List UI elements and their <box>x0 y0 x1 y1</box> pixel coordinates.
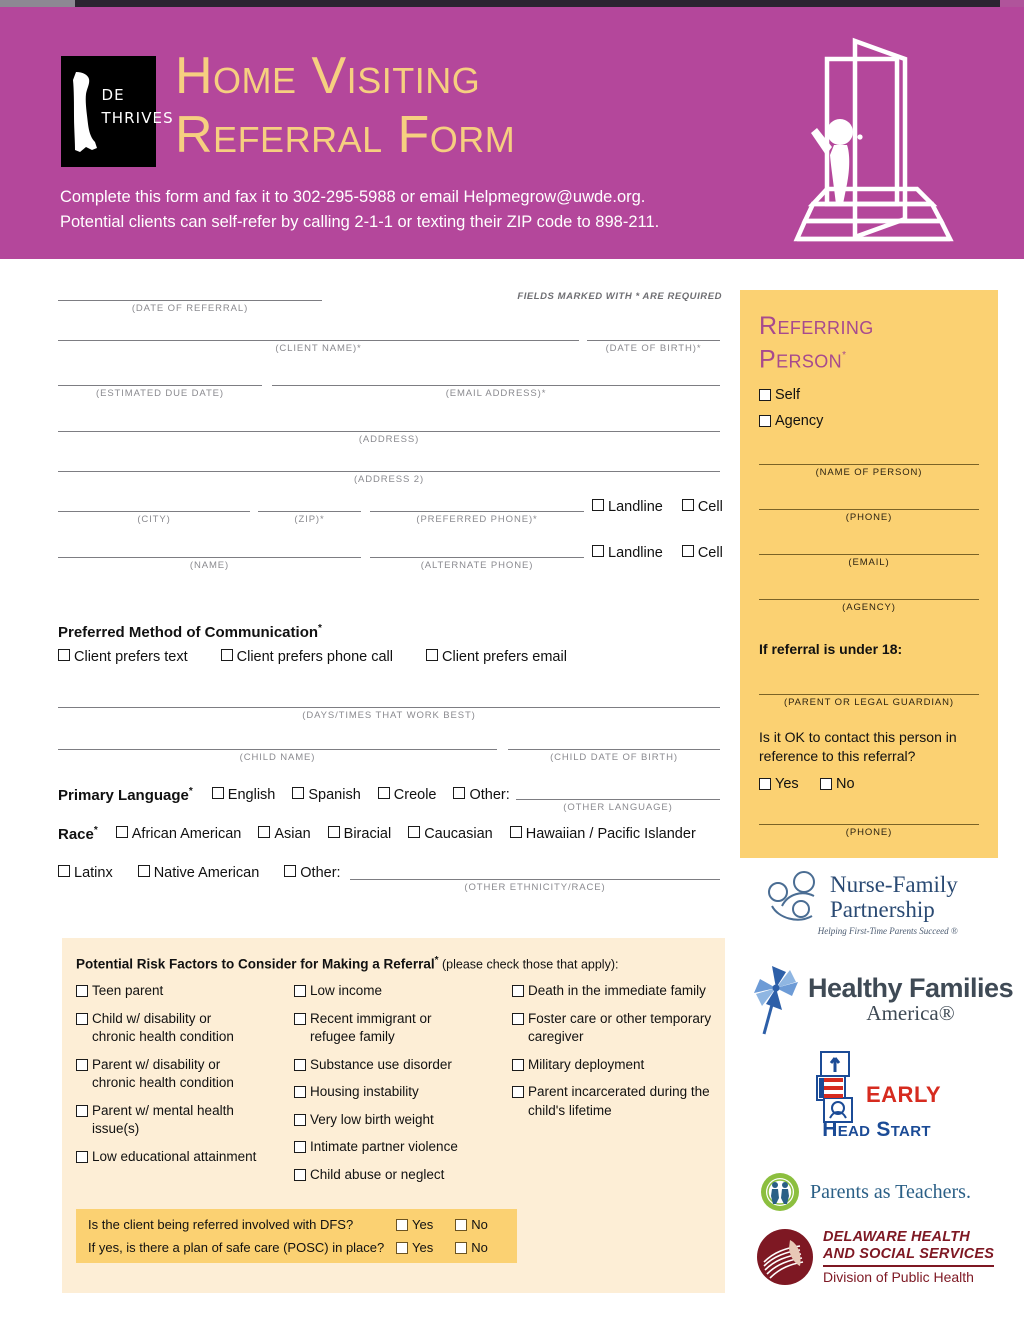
checkbox-icon[interactable] <box>138 865 150 877</box>
checkbox-risk-substance-use[interactable] <box>294 1056 479 1075</box>
checkbox-icon[interactable] <box>396 1242 408 1254</box>
checkbox-risk-parent-incarcerated[interactable] <box>512 1083 712 1120</box>
page-title-line2: Referral Form <box>175 106 516 164</box>
nfp-tagline: Helping First-Time Parents Succeed ® <box>817 926 958 936</box>
dhss-seal-icon <box>756 1228 814 1286</box>
checkbox-icon[interactable] <box>58 865 70 877</box>
checkbox-alternate-cell[interactable] <box>682 545 723 561</box>
checkbox-icon[interactable] <box>76 1105 88 1117</box>
checkbox-risk-foster-care[interactable] <box>512 1010 712 1047</box>
field-rule[interactable] <box>759 464 979 465</box>
field-rule[interactable] <box>58 385 262 386</box>
required-marker: * <box>434 955 439 966</box>
dfs-question-1: Is the client being referred involved with DFS? <box>88 1217 354 1232</box>
dfs-question-box <box>76 1209 517 1263</box>
communication-options <box>58 649 567 665</box>
checkbox-label: Cell <box>697 499 723 515</box>
checkbox-risk-intimate-partner-violence[interactable] <box>294 1138 479 1157</box>
checkbox-icon[interactable] <box>76 985 88 997</box>
checkbox-label: Teen parent <box>92 983 164 998</box>
race-row-2 <box>58 865 341 881</box>
checkbox-label: Child w/ disability or chronic health condition <box>92 1010 234 1044</box>
nfp-line-1: Nurse-Family <box>830 872 958 897</box>
field-rule[interactable] <box>759 554 979 555</box>
checkbox-label: Client prefers text <box>74 649 188 665</box>
checkbox-language-creole[interactable] <box>378 787 437 803</box>
field-rule[interactable] <box>58 707 720 708</box>
checkbox-label: Child abuse or neglect <box>310 1166 445 1182</box>
checkbox-label: Cell <box>697 545 723 561</box>
dhss-line-1: DELAWARE HEALTH <box>823 1229 970 1246</box>
checkbox-icon[interactable] <box>294 1114 306 1126</box>
checkbox-race-other[interactable] <box>284 865 340 881</box>
field-rule[interactable] <box>58 557 361 558</box>
referring-person-panel <box>740 290 998 858</box>
checkbox-label: Client prefers phone call <box>236 649 394 665</box>
checkbox-risk-child-abuse[interactable] <box>294 1166 479 1185</box>
checkbox-label: Low income <box>310 983 383 998</box>
checkbox-prefers-phone-call[interactable] <box>221 649 393 665</box>
dhss-divider <box>823 1265 994 1266</box>
checkbox-risk-child-disability[interactable] <box>76 1010 258 1047</box>
checkbox-icon[interactable] <box>328 826 340 838</box>
checkbox-label: Military deployment <box>528 1056 645 1072</box>
field-label: (PHONE) <box>845 512 893 523</box>
field-label: (EMAIL ADDRESS)* <box>445 388 547 399</box>
logo-early-head-start <box>812 1050 941 1142</box>
checkbox-label: Very low birth weight <box>310 1111 434 1127</box>
referring-person-title-line1: Referring <box>759 312 874 340</box>
checkbox-posc-no[interactable] <box>455 1240 488 1255</box>
field-label: (ADDRESS 2) <box>353 474 425 485</box>
checkbox-icon[interactable] <box>294 1141 306 1153</box>
checkbox-icon[interactable] <box>292 787 304 799</box>
checkbox-label: Housing instability <box>310 1084 419 1099</box>
checkbox-icon[interactable] <box>76 1013 88 1025</box>
checkbox-language-english[interactable] <box>212 787 276 803</box>
checkbox-label: Creole <box>393 787 437 803</box>
checkbox-language-other[interactable] <box>453 787 509 803</box>
checkbox-dfs-yes[interactable] <box>396 1217 433 1232</box>
risk-factors-column-3 <box>512 982 712 1129</box>
field-rule[interactable] <box>759 599 979 600</box>
field-label: (OTHER ETHNICITY/RACE) <box>464 882 606 893</box>
communication-heading-text: Preferred Method of Communication <box>58 624 319 641</box>
checkbox-race-african-american[interactable] <box>116 826 242 842</box>
field-rule[interactable] <box>370 557 584 558</box>
checkbox-label: Other: <box>300 865 341 881</box>
contact-permission-line1: Is it OK to contact this person in <box>759 729 957 745</box>
checkbox-icon[interactable] <box>294 1059 306 1071</box>
checkbox-label: Spanish <box>308 787 361 803</box>
checkbox-risk-military-deployment[interactable] <box>512 1056 712 1075</box>
checkbox-label: Latinx <box>74 865 113 881</box>
checkbox-icon[interactable] <box>294 1086 306 1098</box>
hfa-line-2: America® <box>866 1000 955 1025</box>
checkbox-label: Recent immigrant or refugee family <box>310 1010 432 1044</box>
logo-nurse-family-partnership <box>764 866 958 936</box>
field-rule[interactable] <box>508 749 720 750</box>
checkbox-icon[interactable] <box>294 1169 306 1181</box>
page-header <box>0 7 1024 259</box>
required-marker: * <box>93 825 98 836</box>
header-instructions-line1: Complete this form and fax it to 302-295-5988 or email Helpmegrow@uwde.org. <box>60 188 646 206</box>
checkbox-icon[interactable] <box>221 649 233 661</box>
field-label: (NAME OF PERSON) <box>815 467 923 478</box>
checkbox-icon[interactable] <box>76 1151 88 1163</box>
checkbox-icon[interactable] <box>284 865 296 877</box>
logo-line-de: DE <box>101 85 125 104</box>
checkbox-label: Death in the immediate family <box>528 983 706 998</box>
checkbox-label: No <box>471 1217 488 1232</box>
checkbox-label: Landline <box>608 545 663 561</box>
checkbox-icon[interactable] <box>512 1059 524 1071</box>
checkbox-icon[interactable] <box>294 985 306 997</box>
checkbox-risk-teen-parent[interactable] <box>76 982 258 1001</box>
checkbox-prefers-email[interactable] <box>426 649 567 665</box>
de-thrives-logo <box>61 56 174 167</box>
checkbox-label: Self <box>775 387 800 403</box>
logo-healthy-families-america <box>746 962 1013 1036</box>
field-label: (CHILD DATE OF BIRTH) <box>550 752 678 763</box>
building-blocks-icon <box>812 1050 864 1124</box>
ehs-line-1: EARLY <box>866 1082 942 1107</box>
field-rule[interactable] <box>272 385 720 386</box>
checkbox-risk-low-income[interactable] <box>294 982 479 1001</box>
checkbox-label: Parent w/ disability or chronic health condition <box>92 1056 234 1090</box>
checkbox-icon[interactable] <box>512 985 524 997</box>
field-label: (DAYS/TIMES THAT WORK BEST) <box>302 710 476 721</box>
field-rule[interactable] <box>58 431 720 432</box>
checkbox-risk-parent-mental-health[interactable] <box>76 1102 258 1139</box>
field-rule[interactable] <box>516 799 720 800</box>
checkbox-icon[interactable] <box>512 1086 524 1098</box>
nurse-family-swirl-icon <box>764 866 830 928</box>
checkbox-icon[interactable] <box>212 787 224 799</box>
preferred-phone-type-group <box>592 499 723 515</box>
checkbox-race-caucasian[interactable] <box>408 826 493 842</box>
field-label: (PHONE) <box>845 827 893 838</box>
field-rule[interactable] <box>759 694 979 695</box>
checkbox-label: Client prefers email <box>442 649 567 665</box>
required-marker: * <box>318 623 322 634</box>
field-rule[interactable] <box>58 471 720 472</box>
logo-delaware-health-social-services <box>756 1228 994 1286</box>
checkbox-language-spanish[interactable] <box>292 787 360 803</box>
checkbox-label: Agency <box>775 413 824 429</box>
primary-language-label <box>58 786 193 804</box>
checkbox-icon[interactable] <box>258 826 270 838</box>
checkbox-icon[interactable] <box>378 787 390 799</box>
contact-permission-question <box>759 728 981 766</box>
checkbox-label: Parent incarcerated during the child's lifetime <box>528 1084 710 1118</box>
checkbox-icon[interactable] <box>592 545 604 557</box>
checkbox-icon[interactable] <box>76 1059 88 1071</box>
field-rule[interactable] <box>58 511 250 512</box>
checkbox-risk-recent-immigrant[interactable] <box>294 1010 479 1047</box>
nfp-line-2: Partnership <box>830 897 935 922</box>
logo-parents-as-teachers <box>760 1172 971 1212</box>
field-rule[interactable] <box>759 824 979 825</box>
checkbox-contact-permission-no[interactable] <box>820 776 855 792</box>
checkbox-race-biracial[interactable] <box>328 826 392 842</box>
risk-factors-title-note: (please check those that apply): <box>438 957 619 972</box>
risk-factors-column-2 <box>294 982 479 1193</box>
checkbox-label: Caucasian <box>424 826 493 842</box>
required-marker: * <box>842 350 847 361</box>
checkbox-label: Yes <box>775 776 799 792</box>
referring-person-title <box>759 311 874 374</box>
field-label: (EMAIL) <box>848 557 890 568</box>
checkbox-icon[interactable] <box>396 1219 408 1231</box>
contact-permission-line2: reference to this referral? <box>759 748 916 764</box>
parents-as-teachers-seal-icon <box>760 1172 800 1212</box>
checkbox-label: Landline <box>608 499 663 515</box>
field-label: (ESTIMATED DUE DATE) <box>96 388 224 399</box>
checkbox-icon[interactable] <box>58 649 70 661</box>
field-label: (ADDRESS) <box>358 434 420 445</box>
ehs-line-2: Head Start <box>822 1118 931 1141</box>
field-rule[interactable] <box>587 340 720 341</box>
dfs-question-row-2 <box>88 1240 510 1255</box>
header-instructions <box>60 185 659 235</box>
header-instructions-line2: Potential clients can self-refer by calling 2-1-1 or texting their ZIP code to 898-211. <box>60 213 660 231</box>
checkbox-icon[interactable] <box>820 778 832 790</box>
checkbox-icon[interactable] <box>682 545 694 557</box>
checkbox-icon[interactable] <box>294 1013 306 1025</box>
delaware-state-icon <box>66 70 100 154</box>
checkbox-label: Other: <box>469 787 510 803</box>
checkbox-icon[interactable] <box>455 1242 467 1254</box>
checkbox-label: Hawaiian / Pacific Islander <box>525 826 696 842</box>
checkbox-icon[interactable] <box>682 499 694 511</box>
field-label: (OTHER LANGUAGE) <box>563 802 673 813</box>
scan-edge-left <box>0 0 75 7</box>
page-title <box>175 47 515 165</box>
pinwheel-icon <box>746 962 806 1036</box>
checkbox-label: No <box>471 1240 488 1255</box>
checkbox-risk-low-birth-weight[interactable] <box>294 1111 479 1130</box>
checkbox-icon[interactable] <box>759 778 771 790</box>
checkbox-risk-housing-instability[interactable] <box>294 1083 479 1102</box>
field-label: (DATE OF BIRTH)* <box>605 343 702 354</box>
field-rule[interactable] <box>58 749 497 750</box>
field-rule[interactable] <box>58 300 322 301</box>
checkbox-contact-permission-yes[interactable] <box>759 776 799 792</box>
page-title-line1: Home Visiting <box>175 47 481 105</box>
field-rule[interactable] <box>258 511 361 512</box>
checkbox-icon[interactable] <box>759 389 771 401</box>
checkbox-race-latinx[interactable] <box>58 865 113 881</box>
field-label: (AGENCY) <box>842 602 896 613</box>
checkbox-label: Low educational attainment <box>92 1148 257 1164</box>
field-label: (CLIENT NAME)* <box>275 343 362 354</box>
checkbox-icon[interactable] <box>510 826 522 838</box>
field-label: (DATE OF REFERRAL) <box>131 303 249 314</box>
checkbox-race-hawaiian-pacific-islander[interactable] <box>510 826 696 842</box>
communication-heading <box>58 623 322 641</box>
checkbox-icon[interactable] <box>592 499 604 511</box>
required-fields-note: FIELDS MARKED WITH * ARE REQUIRED <box>517 291 722 302</box>
race-label <box>58 825 98 843</box>
checkbox-risk-low-education[interactable] <box>76 1148 258 1167</box>
checkbox-alternate-landline[interactable] <box>592 545 663 561</box>
pat-line-1: Parents as Teachers. <box>810 1180 971 1203</box>
hfa-line-1: Healthy Families <box>808 972 1014 1003</box>
partner-logos-section <box>740 866 1024 1296</box>
checkbox-icon[interactable] <box>453 787 465 799</box>
checkbox-race-native-american[interactable] <box>138 865 260 881</box>
dhss-line-3: Division of Public Health <box>823 1268 974 1285</box>
checkbox-icon[interactable] <box>512 1013 524 1025</box>
dfs-question-2: If yes, is there a plan of safe care (POSC) in place? <box>88 1240 385 1255</box>
field-label: (NAME) <box>189 560 230 571</box>
checkbox-icon[interactable] <box>759 415 771 427</box>
checkbox-preferred-cell[interactable] <box>682 499 723 515</box>
field-rule[interactable] <box>370 511 584 512</box>
risk-factors-column-1 <box>76 982 258 1175</box>
checkbox-risk-parent-disability[interactable] <box>76 1056 258 1093</box>
open-door-illustration <box>787 29 982 254</box>
checkbox-label: Foster care or other temporary caregiver <box>528 1010 712 1044</box>
checkbox-label: Yes <box>412 1240 434 1255</box>
checkbox-icon[interactable] <box>116 826 128 838</box>
dhss-line-2: AND SOCIAL SERVICES <box>823 1246 995 1263</box>
scan-edge-artifact <box>0 0 1024 7</box>
checkbox-label: English <box>227 787 276 803</box>
field-label: (ALTERNATE PHONE) <box>420 560 534 571</box>
checkbox-label: Substance use disorder <box>310 1056 452 1072</box>
checkbox-referring-agency[interactable] <box>759 413 823 429</box>
checkbox-preferred-landline[interactable] <box>592 499 663 515</box>
scan-edge-right <box>1000 0 1024 7</box>
checkbox-icon[interactable] <box>408 826 420 838</box>
checkbox-label: Asian <box>274 826 311 842</box>
race-row-1 <box>58 825 696 843</box>
alternate-phone-type-group <box>592 545 723 561</box>
checkbox-icon[interactable] <box>426 649 438 661</box>
checkbox-race-asian[interactable] <box>258 826 310 842</box>
risk-factors-title-text: Potential Risk Factors to Consider for Making a Referral <box>76 956 435 972</box>
checkbox-icon[interactable] <box>455 1219 467 1231</box>
checkbox-label: No <box>836 776 855 792</box>
checkbox-dfs-no[interactable] <box>455 1217 488 1232</box>
dfs-question-row-1 <box>88 1217 510 1232</box>
checkbox-label: African American <box>131 826 242 842</box>
field-label: (ZIP)* <box>294 514 325 525</box>
de-thrives-logo-text <box>102 84 174 131</box>
checkbox-posc-yes[interactable] <box>396 1240 433 1255</box>
checkbox-risk-death-in-family[interactable] <box>512 982 712 1001</box>
primary-language-label-text: Primary Language <box>58 787 189 804</box>
field-label: (PARENT OR LEGAL GUARDIAN) <box>784 697 954 708</box>
checkbox-label: Parent w/ mental health issue(s) <box>92 1102 234 1136</box>
field-rule[interactable] <box>759 509 979 510</box>
logo-line-thrives: THRIVES <box>101 108 174 127</box>
checkbox-label: Biracial <box>343 826 392 842</box>
required-marker: * <box>188 786 193 797</box>
risk-factors-section <box>62 938 725 1293</box>
referring-person-title-line2: Person <box>759 345 843 374</box>
field-rule[interactable] <box>350 879 720 880</box>
field-label: (CITY) <box>137 514 171 525</box>
checkbox-prefers-text[interactable] <box>58 649 188 665</box>
field-rule[interactable] <box>58 340 579 341</box>
checkbox-label: Yes <box>412 1217 434 1232</box>
race-label-text: Race <box>58 826 94 843</box>
risk-factors-title <box>76 955 618 972</box>
field-label: (CHILD NAME) <box>239 752 316 763</box>
checkbox-label: Intimate partner violence <box>310 1139 458 1154</box>
checkbox-label: Native American <box>153 865 260 881</box>
field-label: (PREFERRED PHONE)* <box>416 514 538 525</box>
primary-language-row <box>58 786 510 804</box>
checkbox-referring-self[interactable] <box>759 387 800 403</box>
under-18-heading: If referral is under 18: <box>759 641 903 657</box>
